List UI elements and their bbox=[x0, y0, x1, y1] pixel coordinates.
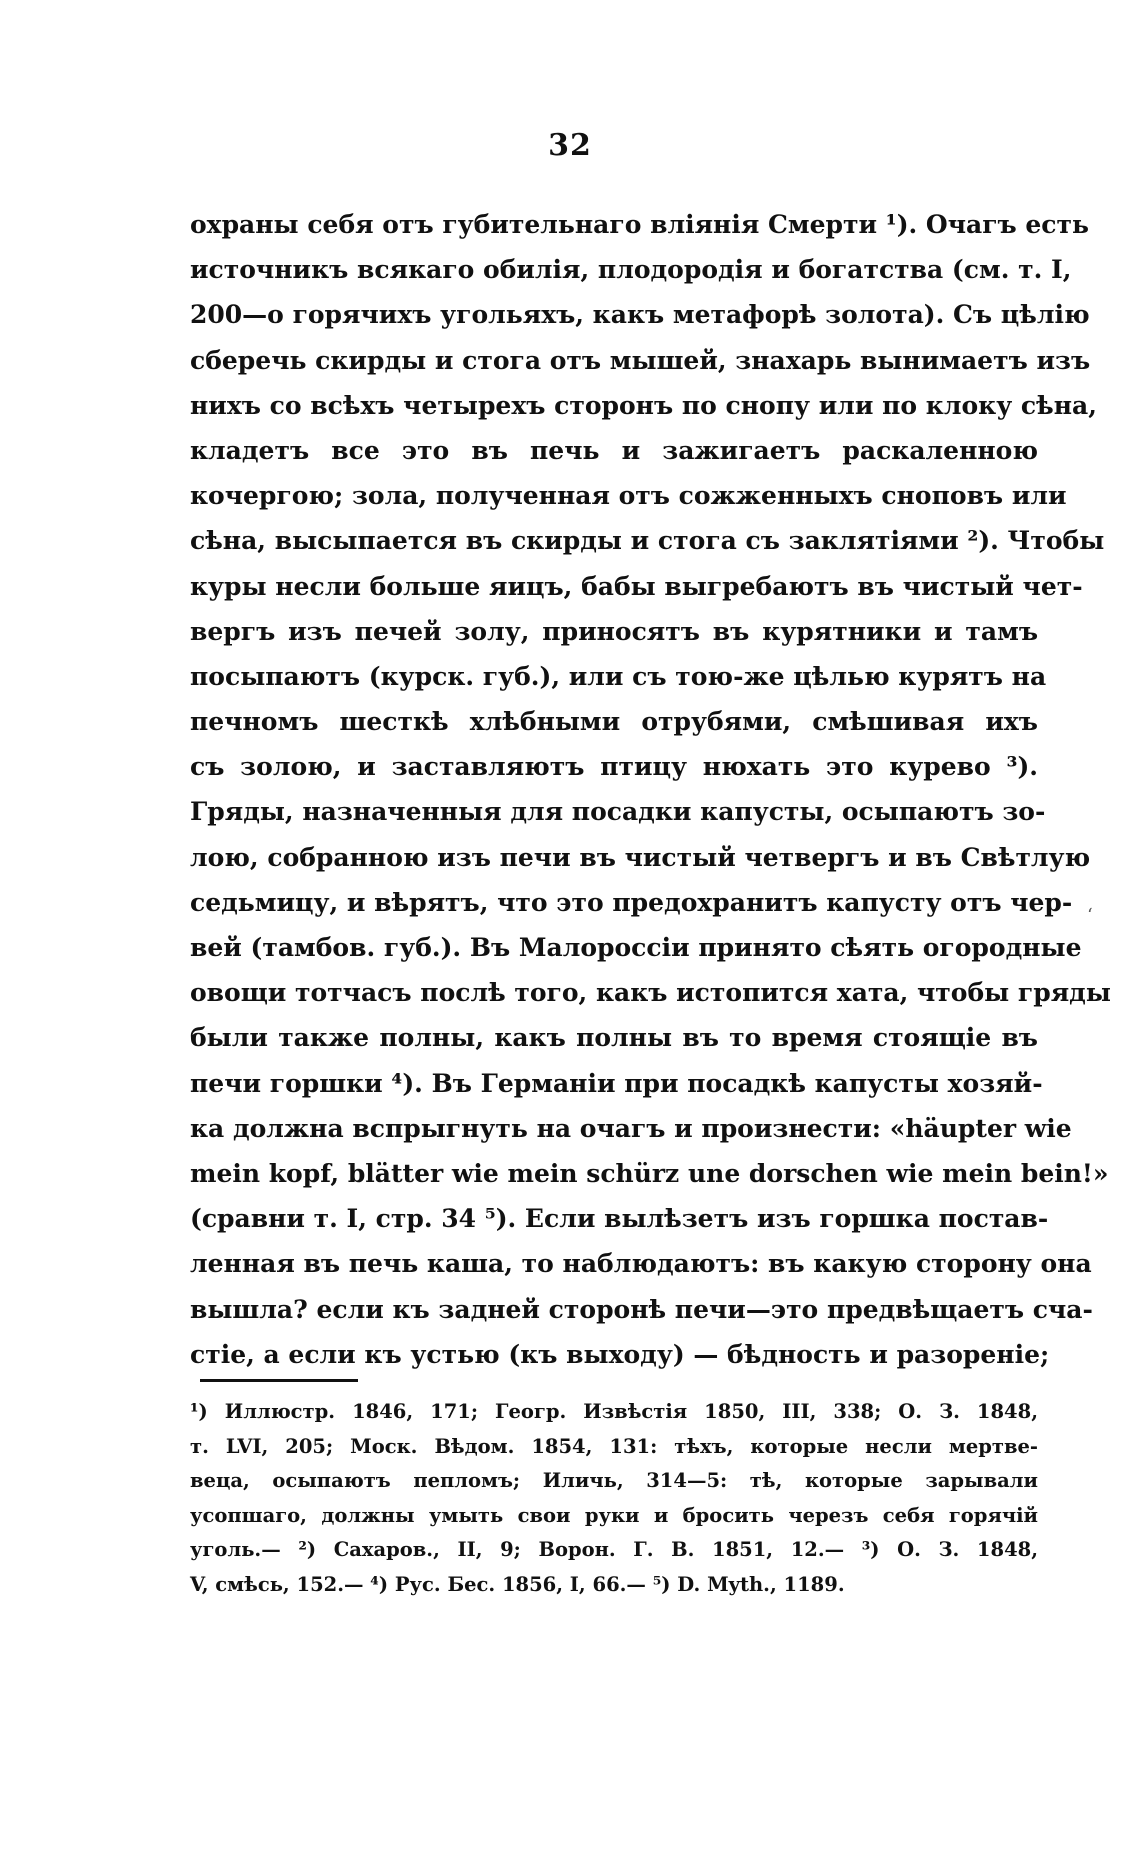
footnotes bbox=[190, 1395, 1038, 1602]
body-line: седьмицу, и вѣрятъ, что это предохранитъ капусту отъ чер- bbox=[190, 887, 1073, 917]
body-line: Гряды, назначенныя для посадки капусты, осыпаютъ зо- bbox=[190, 797, 1046, 827]
body-line: печномъ шесткѣ хлѣбными отрубями, смѣшивая ихъ bbox=[190, 707, 1038, 737]
body-line: вышла? если къ задней сторонѣ печи—это предвѣщаетъ сча- bbox=[190, 1294, 1093, 1324]
footnote-line: усопшаго, должны умыть свои руки и бросить черезъ себя горячій bbox=[190, 1503, 1038, 1527]
body-line: кочергою; зола, полученная отъ сожженныхъ сноповъ или bbox=[190, 481, 1067, 511]
footnote-line: уголь.— ²) Сахаров., II, 9; Ворон. Г. В. 1851, 12.— ³) О. З. 1848, bbox=[190, 1538, 1038, 1561]
body-line: овощи тотчасъ послѣ того, какъ истопится хата, чтобы гряды bbox=[190, 978, 1111, 1008]
body-line: 200—о горячихъ угольяхъ, какъ метафорѣ золота). Съ цѣлію bbox=[190, 300, 1090, 330]
footnote-line: V, смѣсь, 152.— ⁴) Рус. Бес. 1856, I, 66.— ⁵) D. Myth., 1189. bbox=[190, 1572, 845, 1596]
body-line: печи горшки ⁴). Въ Германіи при посадкѣ капусты хозяй- bbox=[190, 1068, 1043, 1098]
footnote-line: веца, осыпаютъ пепломъ; Иличь, 314—5: тѣ, которые зарывали bbox=[190, 1469, 1038, 1492]
footnote-rule bbox=[200, 1379, 358, 1382]
body-line: mein kopf, blätter wie mein schürz une dorschen wie mein bein!» bbox=[190, 1158, 1109, 1188]
body-line: вергъ изъ печей золу, приносятъ въ курятники и тамъ bbox=[190, 616, 1038, 646]
body-line: были также полны, какъ полны въ то время стоящіе въ bbox=[190, 1023, 1038, 1053]
body-line: ка должна вспрыгнуть на очагъ и произнести: «häupter wie bbox=[190, 1113, 1072, 1143]
margin-mark: ‘ bbox=[1087, 905, 1093, 926]
body-line: вей (тамбов. губ.). Въ Малороссіи принято сѣять огородные bbox=[190, 933, 1082, 962]
body-text bbox=[190, 202, 1111, 1377]
body-line: съ золою, и заставляютъ птицу нюхать это курево ³). bbox=[190, 752, 1038, 782]
body-line: куры несли больше яицъ, бабы выгребаютъ въ чистый чет- bbox=[190, 571, 1083, 601]
body-line: лою, собранною изъ печи въ чистый четвергъ и въ Свѣтлую bbox=[190, 842, 1091, 872]
footnote-line: т. LVI, 205; Моск. Вѣдом. 1854, 131: тѣхъ, которые несли мертве- bbox=[190, 1434, 1038, 1458]
body-line: кладетъ все это въ печь и зажигаетъ раскаленною bbox=[190, 435, 1038, 465]
body-line: источникъ всякаго обилія, плодородія и богатства (см. т. I, bbox=[190, 255, 1072, 285]
body-line: охраны себя отъ губительнаго вліянія Смерти ¹). Очагъ есть bbox=[190, 210, 1089, 239]
footnote-line: ¹) Иллюстр. 1846, 171; Геогр. Извѣстія 1850, III, 338; О. З. 1848, bbox=[190, 1400, 1038, 1423]
body-line: посыпаютъ (курск. губ.), или съ тою-же цѣлью курятъ на bbox=[190, 661, 1047, 691]
page-number: 32 bbox=[548, 128, 592, 163]
body-line: стіе, а если къ устью (къ выходу) — бѣдность и разореніе; bbox=[190, 1339, 1050, 1369]
body-line: ленная въ печь каша, то наблюдаютъ: въ какую сторону она bbox=[190, 1249, 1092, 1279]
body-line: нихъ со всѣхъ четырехъ сторонъ по снопу или по клоку сѣна, bbox=[190, 390, 1097, 420]
body-line: (сравни т. I, стр. 34 ⁵). Если вылѣзетъ изъ горшка постав- bbox=[190, 1204, 1049, 1234]
body-line: сберечь скирды и стога отъ мышей, знахарь вынимаетъ изъ bbox=[190, 345, 1091, 375]
body-line: сѣна, высыпается въ скирды и стога съ заклятіями ²). Чтобы bbox=[190, 526, 1105, 556]
